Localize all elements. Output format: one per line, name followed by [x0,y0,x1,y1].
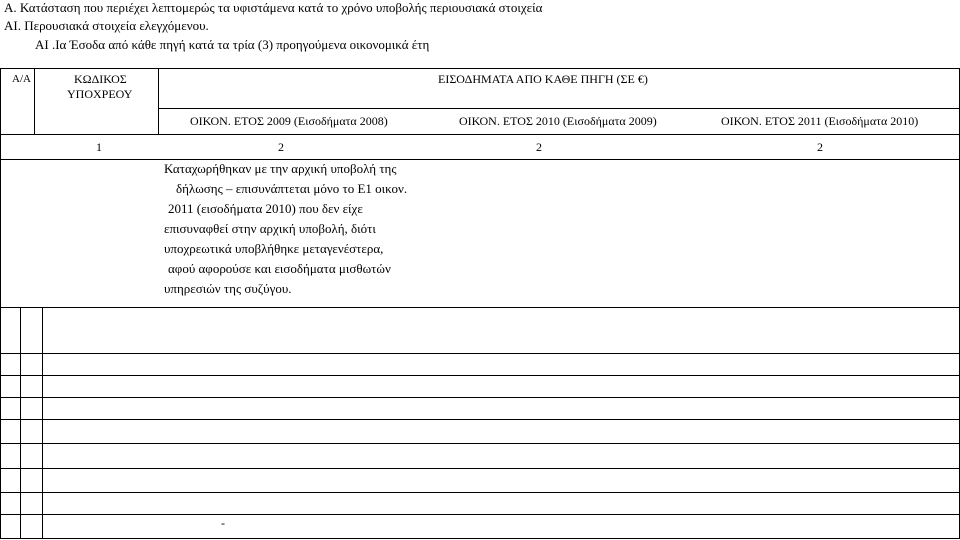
note-line: υποχρεωτικά υποβλήθηκε μεταγενέστερα, [164,241,384,256]
header-bottom-border [0,134,959,135]
row-border [0,307,959,308]
header-inner-divider [158,108,959,109]
row-border [0,443,959,444]
col-divider-code [158,68,159,134]
header-year-2010: ΟΙΚΟΝ. ΕΤΟΣ 2010 (Εισοδήματα 2009) [459,114,657,128]
heading-line-3: ΑΙ .Ια Έσοδα από κάθε πηγή κατά τα τρία (3) προηγούμενα οικονομικά έτη [35,37,430,52]
header-code-line-2: ΥΠΟΧΡΕΟΥ [67,87,133,101]
row-value-2011: 2 [817,140,823,154]
header-year-2011: ΟΙΚΟΝ. ΕΤΟΣ 2011 (Εισοδήματα 2010) [721,114,919,128]
header-income: ΕΙΣΟΔΗΜΑΤΑ ΑΠΟ ΚΑΘΕ ΠΗΓΗ (ΣΕ €) [438,72,648,86]
heading-line-2: ΑΙ. Περουσιακά στοιχεία ελεγχόμενου. [4,18,209,33]
empty-value-dash: - [221,516,225,530]
note-line: υπηρεσιών της συζύγου. [164,281,292,296]
col-divider-body-2 [42,307,43,538]
row-border [0,419,959,420]
note-line: Καταχωρήθηκαν με την αρχική υποβολή της [164,161,397,176]
note-line: δήλωσης – επισυνάπτεται μόνο το Ε1 οικον. [176,181,408,196]
table-top-border [0,68,959,69]
row-border [0,375,959,376]
row-number: 1 [96,140,102,154]
numbering-row-border [0,159,959,160]
table-left-border [0,68,1,539]
row-value-2009: 2 [278,140,284,154]
row-border [0,492,959,493]
header-aa: Α/Α [12,73,31,85]
row-value-2010: 2 [536,140,542,154]
note-line: αφού αφορούσε και εισοδήματα μισθωτών [168,261,391,276]
row-border [0,468,959,469]
row-border [0,353,959,354]
note-line: 2011 (εισοδήματα 2010) που δεν είχε [168,201,363,216]
header-year-2009: ΟΙΚΟΝ. ΕΤΟΣ 2009 (Εισοδήματα 2008) [190,114,388,128]
table-bottom-border [0,538,959,539]
heading-line-1: Α. Κατάσταση που περιέχει λεπτομερώς τα υφιστάμενα κατά το χρόνο υποβολής περιουσιακά στοιχεία [4,0,543,15]
row-border [0,514,959,515]
note-line: επισυναφθεί στην αρχική υποβολή, διότι [164,221,376,236]
header-code-line-1: ΚΩΔΙΚΟΣ [74,72,127,86]
row-border [0,397,959,398]
col-divider-aa [34,68,35,134]
col-divider-body-1 [20,307,21,538]
